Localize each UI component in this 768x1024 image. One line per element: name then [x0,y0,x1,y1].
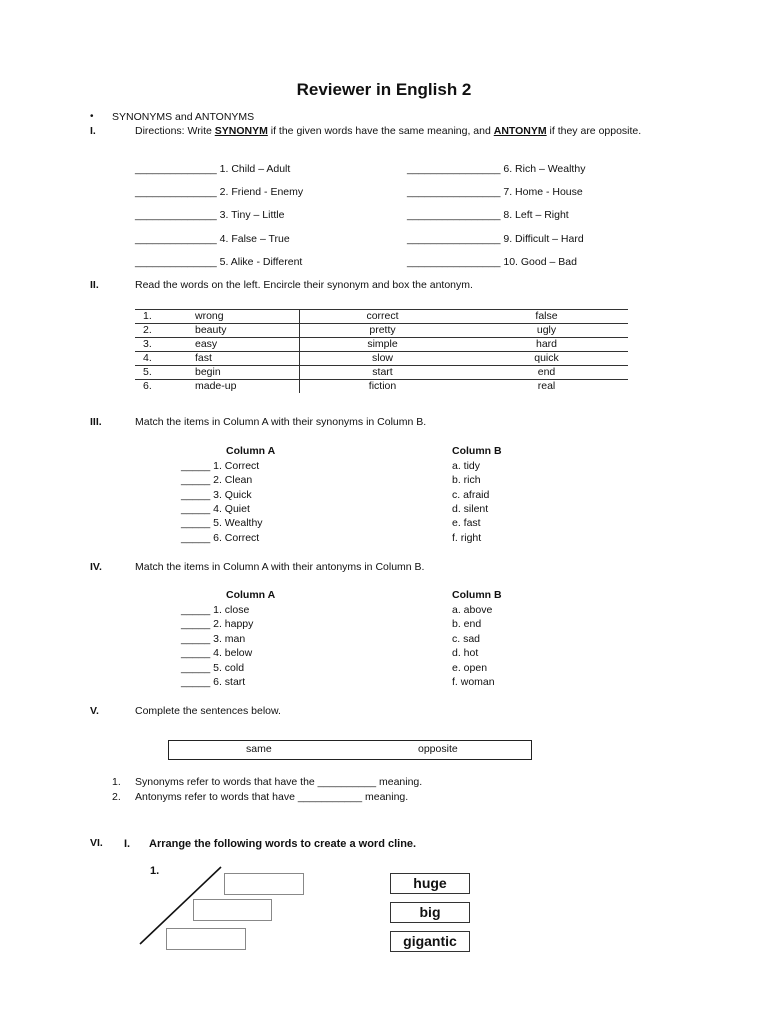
column-b-item: b. rich [452,474,481,486]
section-6-number: VI. [90,837,103,849]
column-a-item: _____ 4. below [181,647,253,659]
column-a-item: _____ 6. start [181,676,246,688]
directions-text-1: Directions: Write [135,125,215,137]
row-choice-b: hard [465,338,628,352]
column-a-heading: Column A [226,589,276,601]
column-a-item: _____ 3. man [181,633,246,645]
cline-blank-box [166,928,246,950]
section-1-directions [135,124,678,139]
row-word: beauty [195,324,300,338]
column-b-item: d. hot [452,647,479,659]
sentence-number: 1. [112,776,121,788]
s1-right-item: ________________ 6. Rich – Wealthy [407,163,586,175]
row-word: fast [195,352,300,366]
sentence-number: 2. [112,791,121,803]
s1-right-item: ________________ 9. Difficult – Hard [407,233,584,245]
cline-blank-box [224,873,304,895]
row-number: 2. [135,324,195,338]
section-3-number: III. [90,416,102,428]
word-card: gigantic [390,931,470,952]
sentence-text: Synonyms refer to words that have the __________ meaning. [135,776,423,788]
column-b-item: e. open [452,662,488,674]
table-row [135,352,628,366]
row-word: begin [195,366,300,380]
s1-right-item: ________________ 10. Good – Bad [407,256,577,268]
column-a-item: _____ 5. Wealthy [181,517,263,529]
column-a-item: _____ 3. Quick [181,489,252,501]
column-a-item: _____ 2. Clean [181,474,253,486]
section-2-instruction: Read the words on the left. Encircle their synonym and box the antonym. [135,279,473,291]
column-b-item: a. above [452,604,493,616]
row-number: 3. [135,338,195,352]
row-word: easy [195,338,300,352]
cline-blank-box [193,899,272,921]
row-word: made-up [195,380,237,392]
column-b-item: a. tidy [452,460,481,472]
column-b-item: b. end [452,618,482,630]
directions-antonym: ANTONYM [493,125,547,137]
table-row [135,366,628,380]
column-a-item: _____ 6. Correct [181,532,260,544]
s1-right-item: ________________ 8. Left – Right [407,209,569,221]
column-b-item: f. woman [452,676,495,688]
table-row [135,324,628,338]
cline-item-number: 1. [150,865,160,877]
table-row [135,338,628,352]
s1-left-item: ______________ 5. Alike - Different [135,256,303,268]
section-2-number: II. [90,279,99,291]
row-number: 5. [135,366,195,380]
column-b-heading: Column B [452,445,502,457]
synonym-antonym-table [135,309,628,393]
word-bank-word: same [246,743,272,755]
section-1-number: I. [90,125,96,137]
column-b-item: c. sad [452,633,481,645]
row-number: 4. [135,352,195,366]
section-4-number: IV. [90,561,102,573]
s1-right-item: ________________ 7. Home - House [407,186,583,198]
directions-synonym: SYNONYM [214,125,268,137]
column-b-item: f. right [452,532,482,544]
column-b-item: e. fast [452,517,481,529]
row-choice-b: false [465,310,628,324]
column-b-heading: Column B [452,589,502,601]
directions-text-2: if the given words have the same meaning, and [267,125,494,137]
row-choice-b: quick [465,352,628,366]
row-choice-a: slow [300,352,466,366]
bullet-icon: • [90,111,94,122]
row-number: 1. [135,310,195,324]
row-choice-b: end [465,366,628,380]
word-card: big [390,902,470,923]
page-title: Reviewer in English 2 [296,80,472,99]
sentence-text: Antonyms refer to words that have ___________ meaning. [135,791,409,803]
column-a-item: _____ 4. Quiet [181,503,250,515]
section-3-instruction: Match the items in Column A with their synonyms in Column B. [135,416,427,428]
row-choice-a: pretty [300,324,466,338]
s1-left-item: ______________ 1. Child – Adult [135,163,291,175]
word-bank-word: opposite [418,743,458,755]
bullet-heading: SYNONYMS and ANTONYMS [112,111,255,123]
row-choice-b: ugly [465,324,628,338]
word-bank-box [168,740,532,760]
s1-left-item: ______________ 2. Friend - Enemy [135,186,304,198]
section-5-instruction: Complete the sentences below. [135,705,281,717]
s1-left-item: ______________ 3. Tiny – Little [135,209,285,221]
column-a-item: _____ 2. happy [181,618,254,630]
section-4-instruction: Match the items in Column A with their antonyms in Column B. [135,561,425,573]
column-a-item: _____ 1. close [181,604,250,616]
column-a-item: _____ 1. Correct [181,460,260,472]
table-row [135,380,628,394]
row-choice-a: simple [300,338,466,352]
row-choice-a: start [300,366,466,380]
word-card: huge [390,873,470,894]
section-6-instruction: Arrange the following words to create a word cline. [149,838,417,850]
row-number: 6. [143,380,152,392]
column-a-item: _____ 5. cold [181,662,245,674]
column-b-item: d. silent [452,503,489,515]
column-a-heading: Column A [226,445,276,457]
section-5-number: V. [90,705,99,717]
row-choice-a: fiction [300,380,466,394]
directions-text-3: if they are opposite. [546,125,642,137]
row-choice-b: real [537,380,556,392]
column-b-item: c. afraid [452,489,490,501]
row-word: wrong [195,310,300,324]
section-6-sub-number: I. [124,838,131,850]
s1-left-item: ______________ 4. False – True [135,233,290,245]
table-row [135,310,628,324]
row-choice-a: correct [300,310,466,324]
